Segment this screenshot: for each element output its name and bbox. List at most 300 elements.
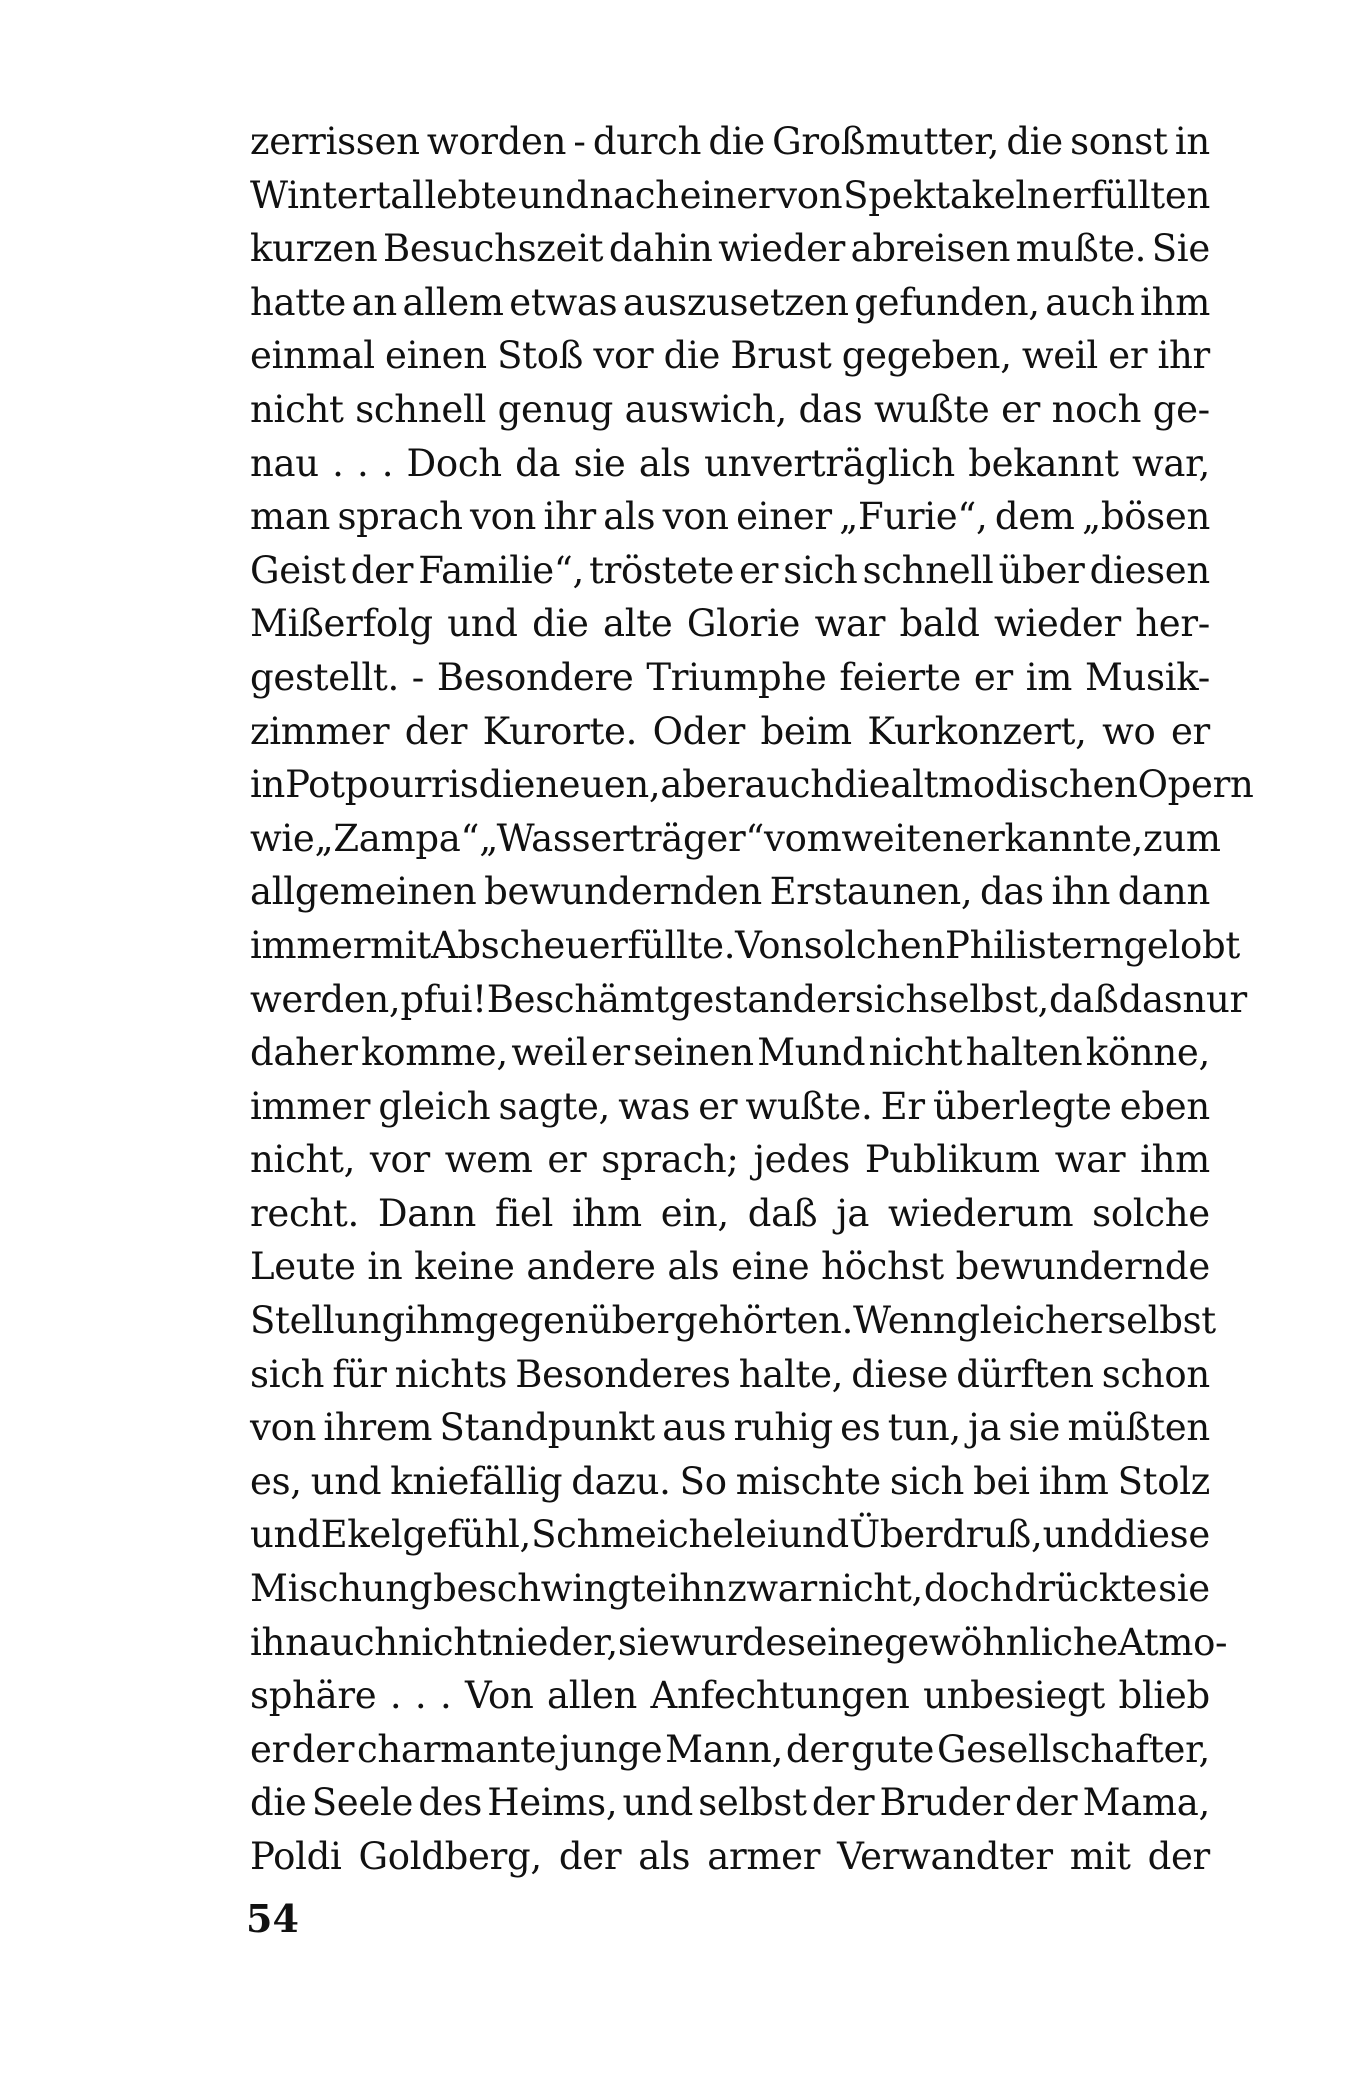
word: Wintertal [250, 173, 424, 217]
text-line [250, 1031, 1210, 1085]
text-line [250, 1138, 1210, 1192]
word: Glorie [686, 602, 801, 646]
word: keine [414, 1245, 515, 1289]
word: junge [559, 1727, 663, 1771]
word: Bruder [879, 1781, 1010, 1825]
word: gute [851, 1727, 935, 1771]
text-line [250, 656, 1210, 710]
word: „Furie“, [839, 495, 988, 539]
word: sprach; [601, 1138, 739, 1182]
word: Stolz [1117, 1459, 1210, 1503]
word: aus [662, 1406, 727, 1450]
word: Kurkonzert, [867, 709, 1087, 753]
word: wußte [873, 387, 990, 431]
word: schnell [355, 387, 487, 431]
word: ruhig [733, 1406, 833, 1450]
word: hatte [250, 280, 347, 324]
word: daher [250, 1031, 358, 1075]
word: die [833, 763, 891, 807]
word: dann [1117, 870, 1210, 914]
word: gegeben, [841, 334, 1012, 378]
word: genug [497, 387, 614, 431]
word: diesen [1089, 548, 1210, 592]
text-line [250, 1299, 1216, 1353]
word: solche [1092, 1191, 1210, 1235]
text-line [250, 816, 1221, 871]
word: der [350, 548, 414, 592]
text-line [250, 334, 1210, 388]
word: sonst [1070, 120, 1168, 163]
word: als [667, 1245, 720, 1289]
word: worden [426, 120, 567, 163]
word: Oder [652, 709, 745, 753]
word: ihm [404, 1299, 475, 1343]
word: allen [547, 1674, 637, 1718]
word: Verwandter [837, 1835, 1053, 1878]
word: mit [370, 923, 431, 967]
word: Kurorte. [482, 709, 638, 753]
word: zerrissen [250, 120, 420, 163]
word: Stoß [497, 334, 584, 378]
word: eben [1119, 1084, 1210, 1128]
word: dem [994, 495, 1075, 539]
text-line [250, 977, 1247, 1032]
word: für [332, 1352, 387, 1396]
word: einmal [250, 334, 375, 378]
word: man [250, 495, 331, 539]
text-line [250, 602, 1210, 656]
word: von [776, 173, 843, 217]
word: nicht, [817, 1567, 923, 1611]
word: sich [783, 548, 858, 592]
word: ihm [1140, 280, 1210, 324]
word: er [590, 1031, 630, 1075]
word: immer [250, 923, 371, 967]
word: die [478, 763, 536, 807]
text-line [250, 281, 1210, 335]
word: bekannt [968, 441, 1119, 485]
word: altmodischen [890, 763, 1138, 807]
word: pfui! [400, 977, 487, 1021]
word: Geist [250, 548, 346, 592]
word: wo [1102, 709, 1156, 753]
word: Er [880, 1084, 925, 1128]
text-line [250, 870, 1210, 924]
word: halten [965, 1031, 1083, 1075]
body-text [250, 120, 1254, 1889]
word: Opern [1137, 763, 1254, 807]
word: was [618, 1084, 691, 1128]
word: auswich, [624, 387, 787, 431]
word: die [250, 1781, 307, 1825]
text-line [250, 1353, 1210, 1407]
word: auch [308, 1620, 398, 1664]
word: kurzen [250, 227, 378, 271]
word: lebte [424, 173, 518, 217]
word: an [351, 280, 397, 324]
word: ihrem [323, 1406, 433, 1450]
word: Mann, [665, 1727, 784, 1771]
word: und [518, 173, 589, 217]
word: und [250, 1513, 321, 1557]
word: vor [369, 1138, 430, 1182]
word: weiten [841, 816, 966, 860]
text-line [250, 1620, 1228, 1675]
text-line [250, 549, 1210, 603]
word: Philistern [944, 923, 1124, 967]
word: der [1014, 1781, 1078, 1825]
word: als [638, 1835, 691, 1878]
text-line [250, 1245, 1210, 1299]
word: Ekelgefühl, [320, 1513, 531, 1557]
word: und [778, 1513, 849, 1557]
word: „Wasserträger“ [479, 816, 764, 860]
word: mußte. [1015, 227, 1147, 271]
word: Großmutter, [772, 120, 1000, 163]
word: gestand [669, 977, 816, 1021]
word: . [381, 441, 394, 485]
word: das [798, 387, 863, 431]
word: wußte. [745, 1084, 873, 1128]
word: diese [1113, 1513, 1210, 1557]
text-line [250, 1460, 1210, 1514]
word: allgemeinen [250, 870, 477, 914]
word: sie [573, 441, 626, 485]
word: charmante [356, 1727, 557, 1771]
word: erfüllten [1051, 173, 1210, 217]
word: seinen [633, 1031, 754, 1075]
word: war [1054, 1138, 1126, 1182]
word: vom [764, 816, 842, 860]
word: ge- [1152, 387, 1210, 431]
word: er [1170, 709, 1210, 753]
word: als [638, 441, 691, 485]
word: Erstaunen, [769, 870, 973, 914]
word: sich [889, 1459, 965, 1503]
word: wieder [718, 227, 846, 271]
word: Von [464, 1674, 534, 1718]
word: nur [1182, 977, 1247, 1021]
word: im [1025, 655, 1073, 699]
word: Triumphe [646, 655, 827, 699]
word: war [814, 602, 886, 646]
word: durch [592, 120, 702, 163]
word: überlegte [932, 1084, 1112, 1128]
word: höchst [821, 1245, 944, 1289]
word: wurde [669, 1620, 787, 1664]
word: müßten [1067, 1406, 1210, 1450]
word: drückte [1014, 1567, 1158, 1611]
word: mischte [735, 1459, 881, 1503]
word: sphäre [250, 1674, 377, 1718]
word: fiel [494, 1191, 554, 1235]
word: von [662, 495, 729, 539]
word: könne, [1085, 1031, 1210, 1075]
word: der [811, 1781, 875, 1825]
word: sich [854, 977, 930, 1021]
word: über [998, 548, 1085, 592]
word: wem [444, 1138, 533, 1182]
word: Stellung [250, 1299, 405, 1343]
word: mit [1069, 1835, 1131, 1878]
word: sie [1008, 1406, 1061, 1450]
word: nicht [250, 387, 344, 431]
word: von [469, 495, 537, 539]
word: diese [851, 1352, 949, 1396]
word: auszusetzen [622, 280, 849, 324]
word: ihn [1051, 870, 1111, 914]
word: Doch [406, 441, 502, 485]
word: bei [973, 1459, 1030, 1503]
word: tröstete [589, 548, 735, 592]
word: „bösen [1081, 495, 1210, 539]
word: . [389, 1674, 402, 1718]
word: neuen, [535, 763, 661, 807]
word: kniefällig [390, 1459, 563, 1503]
word: Seele [311, 1781, 414, 1825]
text-line [250, 1513, 1210, 1567]
word: Besonderes [515, 1352, 731, 1396]
word: die [663, 334, 721, 378]
word: bewundernde [955, 1245, 1210, 1289]
word: vor [593, 334, 654, 378]
word: gestellt. [250, 655, 399, 699]
text-line [250, 174, 1210, 228]
word: „Zampa“ [314, 816, 480, 860]
word: gefunden, [854, 280, 1040, 324]
word: ihr [1157, 334, 1210, 378]
word: wie [250, 816, 315, 860]
text-line [250, 1192, 1210, 1246]
word: in [250, 763, 286, 807]
word: halte, [738, 1352, 844, 1396]
word: daß [747, 1191, 818, 1235]
word: Sie [1151, 227, 1210, 271]
word: in [367, 1245, 403, 1289]
word: nach [589, 173, 679, 217]
word: einer [736, 495, 832, 539]
word: sie [617, 1620, 670, 1664]
word: etwas [509, 280, 618, 324]
word: . [332, 441, 344, 485]
word: Spektakeln [843, 173, 1051, 217]
word: recht. [250, 1191, 359, 1235]
word: ihr [543, 495, 596, 539]
word: gleich [378, 1084, 491, 1128]
word: feierte [839, 655, 962, 699]
text-line [250, 1835, 1210, 1889]
word: weil [511, 1031, 588, 1075]
word: tun, [887, 1406, 961, 1450]
word: er [250, 1727, 289, 1771]
word: und [310, 1459, 382, 1503]
word: selbst, [929, 977, 1050, 1021]
word: er [698, 1084, 738, 1128]
word: nicht [868, 1031, 963, 1075]
word: werden, [250, 977, 401, 1021]
word: Mama, [1082, 1781, 1210, 1825]
word: nichts [394, 1352, 508, 1396]
word: seine [786, 1620, 884, 1664]
word: immer [250, 1084, 371, 1128]
word: Gesellschafter, [936, 1727, 1210, 1771]
word: der [404, 709, 468, 753]
word: schon [1101, 1352, 1210, 1396]
word: sich [250, 1352, 325, 1396]
word: weil [1021, 334, 1098, 378]
text-line [250, 710, 1210, 764]
word: und [1042, 1513, 1114, 1557]
word: Goldberg, [358, 1835, 542, 1878]
word: erkannte, [965, 816, 1144, 860]
word: Mischung [250, 1567, 433, 1611]
word: gewöhnliche [883, 1620, 1118, 1664]
text-line [250, 1085, 1210, 1139]
word: beschwingte [433, 1567, 667, 1611]
word: daß [1049, 977, 1119, 1021]
word: . [356, 441, 369, 485]
word: Brust [730, 334, 832, 378]
word: allem [402, 280, 504, 324]
text-line [250, 1674, 1210, 1728]
word: er [973, 655, 1013, 699]
word: von [250, 1406, 317, 1450]
word: auch [744, 763, 834, 807]
word: war, [1132, 441, 1210, 485]
word: Familie“, [418, 548, 584, 592]
word: auch [1045, 280, 1135, 324]
word: ihm [1038, 1459, 1109, 1503]
word: der [785, 1727, 849, 1771]
word: armer [707, 1835, 821, 1878]
word: er [1108, 334, 1148, 378]
text-line [250, 388, 1210, 442]
word: Publikum [864, 1138, 1040, 1182]
word: - [573, 120, 586, 163]
word: beim [760, 709, 852, 753]
word: gelobt [1123, 923, 1240, 967]
text-line [250, 1781, 1210, 1835]
word: erfüllte. [588, 923, 736, 967]
word: doch [923, 1567, 1014, 1611]
word: Von [735, 923, 804, 967]
word: Standpunkt [439, 1406, 655, 1450]
word: einen [385, 334, 487, 378]
word: Heims, [487, 1781, 618, 1825]
word: Wenngleich [853, 1299, 1069, 1343]
word: . [439, 1674, 452, 1718]
word: die [532, 602, 589, 646]
word: ihn [667, 1567, 727, 1611]
word: alte [603, 602, 673, 646]
text-line [250, 495, 1210, 549]
word: und [447, 602, 518, 646]
word: her- [1135, 602, 1210, 646]
word: sie [1158, 1567, 1210, 1611]
word: Überdruß, [849, 1513, 1043, 1557]
word: als [603, 495, 656, 539]
word: gegenüber [474, 1299, 674, 1343]
word: andere [526, 1245, 656, 1289]
word: zum [1143, 816, 1221, 860]
word: Besondere [436, 655, 634, 699]
word: wieder [994, 602, 1121, 646]
word: ihm [571, 1191, 642, 1235]
word: und [622, 1781, 693, 1825]
word: die [1006, 120, 1063, 163]
word: solchen [803, 923, 945, 967]
word: ihm [1140, 1138, 1210, 1182]
word: das [1118, 977, 1183, 1021]
word: selbst [1107, 1299, 1216, 1343]
word: nieder, [491, 1620, 618, 1664]
word: - [411, 655, 424, 699]
word: er [815, 977, 855, 1021]
word: Abscheu [430, 923, 589, 967]
word: Potpourris [285, 763, 479, 807]
word: Leute [250, 1245, 356, 1289]
word: da [515, 441, 561, 485]
word: Mißerfolg [250, 602, 433, 646]
word: schnell [862, 548, 994, 592]
word: selbst [698, 1781, 807, 1825]
word: dürften [956, 1352, 1094, 1396]
word: einer [679, 173, 776, 217]
word: jedes [753, 1138, 850, 1182]
text-line [250, 1567, 1210, 1621]
word: der [558, 1835, 622, 1878]
word: nau [250, 441, 319, 485]
text-line [250, 120, 1210, 174]
word: Dann [377, 1191, 477, 1235]
word: sagte, [498, 1084, 611, 1128]
text-line [250, 442, 1210, 496]
word: er [1068, 1299, 1108, 1343]
text-line [250, 1406, 1210, 1460]
word: So [679, 1459, 727, 1503]
word: unbesiegt [923, 1674, 1105, 1718]
word: sprach [337, 495, 463, 539]
word: der [1147, 1835, 1210, 1878]
word: Mund [757, 1031, 866, 1075]
text-line [250, 763, 1254, 817]
word: Anfechtungen [650, 1674, 910, 1718]
word: er [1001, 387, 1041, 431]
word: zwar [727, 1567, 817, 1611]
word: ja [968, 1406, 1002, 1450]
word: die [708, 120, 765, 163]
word: bald [899, 602, 980, 646]
page-number: 54 [246, 1896, 299, 1941]
word: Besuchszeit [382, 227, 604, 271]
word: noch [1051, 387, 1142, 431]
word: komme, [361, 1031, 508, 1075]
word: es, [250, 1459, 302, 1503]
word: blieb [1118, 1674, 1210, 1718]
word: Atmo- [1117, 1620, 1228, 1664]
word: dazu. [571, 1459, 671, 1503]
word: nicht, [250, 1138, 356, 1182]
word: das [980, 870, 1044, 914]
word: . [414, 1674, 427, 1718]
word: bewundernden [484, 870, 762, 914]
word: ihn [250, 1620, 309, 1664]
word: Poldi [250, 1835, 342, 1878]
word: Musik- [1084, 655, 1210, 699]
word: zimmer [250, 709, 390, 753]
word: ein, [660, 1191, 729, 1235]
word: es [840, 1406, 881, 1450]
